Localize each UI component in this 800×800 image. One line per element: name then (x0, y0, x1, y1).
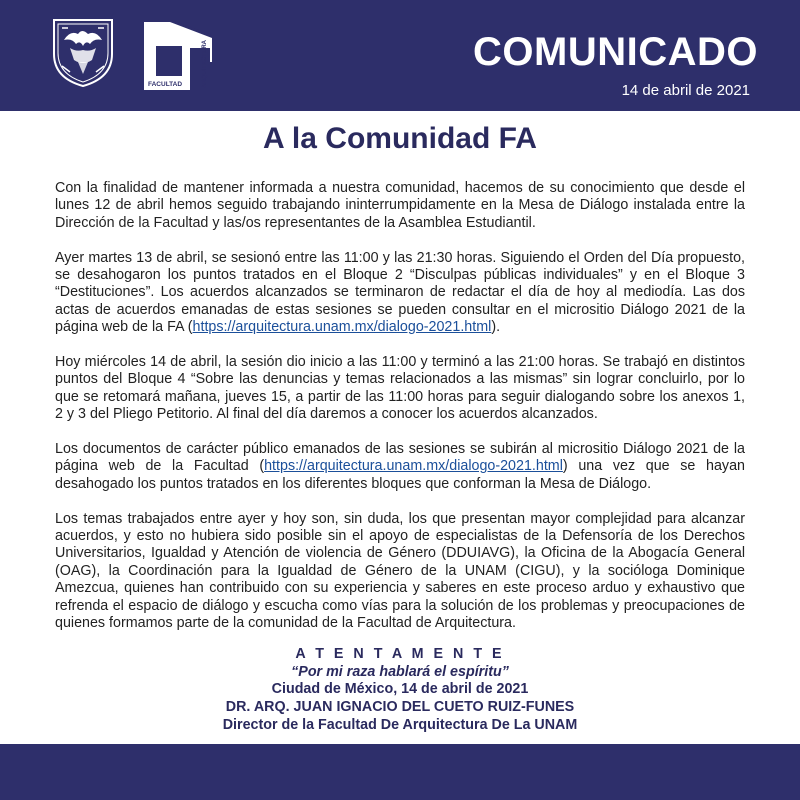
paragraph-2-end: ). (491, 319, 501, 336)
unam-shield-logo (48, 16, 118, 88)
dialogo-2021-link[interactable]: https://arquitectura.unam.mx/dialogo-2021.html (192, 319, 492, 336)
header-date: 14 de abril de 2021 (621, 82, 750, 99)
fa-logo-text-facultad: FACULTAD (148, 81, 183, 88)
paragraph-4-text: Los documentos de carácter público emanados de las sesiones se subirán al micrositio Diálogo 2021 de la página web de la Facultad ( (55, 441, 745, 475)
paragraph-1: Con la finalidad de mantener informada a nuestra comunidad, hacemos de su conocimiento que desde el lunes 12 de abril hemos seguido trabajando ininterrumpidamente en la Mesa de Diálogo instalada entre la Dirección de la Facultad y las/os representantes de la Asamblea Estudiantil. (55, 180, 745, 231)
facultad-arquitectura-logo (140, 18, 216, 94)
paragraph-2 (55, 250, 745, 337)
communique-body (55, 180, 745, 650)
footer-banner (0, 744, 800, 800)
signature-place-date: Ciudad de México, 14 de abril de 2021 (271, 681, 529, 698)
page-title: A la Comunidad FA (263, 122, 537, 155)
paragraph-2-text: Ayer martes 13 de abril, se sesionó entre las 11:00 y las 21:30 horas. Siguiendo el Orden del Día propuesto, se desahogaron los puntos tratados en el Bloque 2 “Disculpas públicas individuales” y en el Bloque 3 “Destituciones”. Los acuerdos alcanzados se terminaron de redactar el día de hoy al mediodía. Las dos actas de acuerdos emanadas de estas sesiones se pueden consultar en el micrositio Diálogo 2021 de la página web de la FA ( (55, 249, 745, 336)
paragraph-5: Los temas trabajados entre ayer y hoy son, sin duda, los que presentan mayor complejidad para alcanzar acuerdos, y esto no hubiera sido posible sin el apoyo de especialistas de la Defensoría de los Derechos Universitarios, Igualdad y Atención de violencia de Género (DDUIAVG), la Oficina de la Abogacía General (OAG), la Coordinación para la Igualdad de Género de la UNAM (CIGU), y la socióloga Dominique Amezcua, quienes han contribuido con su experiencia y saberes en este proceso arduo y exhaustivo que refrenda el espacio de diálogo y escucha como vías para la solución de los problemas y preocupaciones de quienes formamos parte de la comunidad de la Facultad de Arquitectura. (55, 510, 745, 632)
fa-logo-text-arquitectura: ARQUITECTURA (202, 40, 208, 88)
signature-role: Director de la Facultad De Arquitectura De La UNAM (222, 716, 578, 733)
signature-name: DR. ARQ. JUAN IGNACIO DEL CUETO RUIZ-FUNES (225, 699, 575, 716)
signature-attentively: A T E N T A M E N T E (295, 646, 505, 662)
dialogo-2021-link-2[interactable]: https://arquitectura.unam.mx/dialogo-2021.html (264, 458, 563, 475)
signature-block (0, 646, 800, 735)
header-banner (0, 0, 800, 111)
paragraph-4 (55, 441, 745, 493)
paragraph-3: Hoy miércoles 14 de abril, la sesión dio inicio a las 11:00 y terminó a las 21:00 horas. Se trabajó en distintos puntos del Bloque 4 “Sobre las denuncias y temas relacionados a las mismas” sin lograr concluirlo, por lo que se retomará mañana, jueves 15, a partir de las 11:00 horas para seguir dialogando sobre los anexos 1, 2 y 3 del Pliego Petitorio. Al final del día daremos a conocer los acuerdos alcanzados. (55, 354, 745, 423)
header-title: COMUNICADO (473, 30, 758, 74)
signature-motto: “Por mi raza hablará el espíritu” (291, 663, 509, 680)
paragraph-4-end: ) una vez que se hayan desahogado los puntos tratados en los diferentes bloques que conforman la Mesa de Diálogo. (55, 458, 745, 492)
